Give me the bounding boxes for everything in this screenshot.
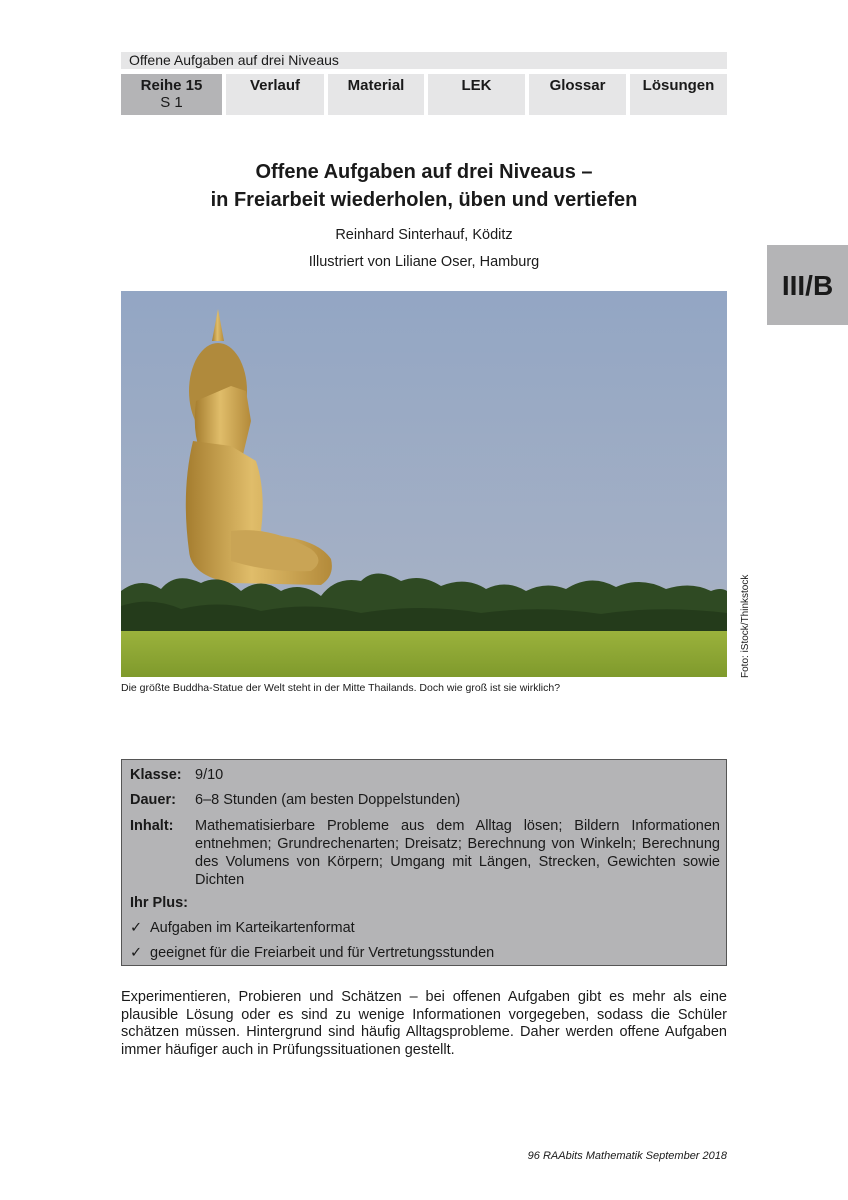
- nav-tabs: [121, 74, 727, 115]
- tab-lek[interactable]: [428, 74, 525, 115]
- title-line-1: Offene Aufgaben auf drei Niveaus –: [255, 161, 593, 183]
- plus-label: Ihr Plus:: [130, 895, 189, 911]
- inhalt-label: Inhalt:: [130, 818, 174, 834]
- check-icon: ✓: [130, 920, 143, 936]
- inhalt-value: Mathematisierbare Probleme aus dem Alltag lösen; Bildern Informationen entnehmen; Grundrechenarten; Dreisatz; Berechnung von Winkeln; Berechnung des Volumens von Körpern; Umgang mit Längen, Strecken, Gewichten sowie Dichten: [195, 818, 720, 888]
- tab-material[interactable]: [328, 74, 424, 115]
- check-icon: ✓: [130, 945, 143, 961]
- dauer-value: 6–8 Stunden (am besten Doppelstunden): [195, 792, 461, 808]
- tab-material-label: Material: [347, 77, 405, 94]
- page-footer: 96 RAAbits Mathematik September 2018: [527, 1150, 727, 1162]
- tab-loesungen-label: Lösungen: [642, 77, 715, 94]
- plus-item: [130, 919, 355, 937]
- klasse-label: Klasse:: [130, 767, 182, 783]
- plus-item-text: geeignet für die Freiarbeit und für Vertretungsstunden: [150, 945, 495, 961]
- intro-paragraph: Experimentieren, Probieren und Schätzen – bei offenen Aufgaben gibt es mehr als eine plausible Lösung oder es sind zu wenige Informationen vorgegeben, sodass die Schüler schätzen müssen. Hintergrund sind häufig Alltagsprobleme. Daher werden offene Aufgaben immer häufiger auch in Prüfungssituationen gestellt.: [121, 989, 727, 1058]
- title-line-2: in Freiarbeit wiederholen, üben und vertiefen: [210, 189, 638, 211]
- tab-reihe[interactable]: [121, 74, 222, 115]
- page-title: [121, 158, 727, 214]
- illustrator: Illustriert von Liliane Oser, Hamburg: [308, 254, 540, 270]
- plus-item: [130, 944, 494, 962]
- info-box: [121, 759, 727, 966]
- tab-lek-label: LEK: [461, 77, 492, 94]
- klasse-value: 9/10: [195, 767, 224, 783]
- plus-item-text: Aufgaben im Karteikartenformat: [150, 920, 355, 936]
- section-tab[interactable]: III/B: [767, 245, 848, 325]
- tab-reihe-label: Reihe 15: [140, 77, 203, 94]
- tab-verlauf[interactable]: [226, 74, 324, 115]
- dauer-label: Dauer:: [130, 792, 176, 808]
- tab-loesungen[interactable]: [630, 74, 727, 115]
- photo-caption: Die größte Buddha-Statue der Welt steht in der Mitte Thailands. Doch wie groß ist sie wirklich?: [121, 682, 561, 694]
- tab-glossar-label: Glossar: [549, 77, 606, 94]
- series-title: Offene Aufgaben auf drei Niveaus: [121, 52, 727, 69]
- buddha-photo: [121, 291, 727, 677]
- tab-reihe-page: S 1: [160, 94, 183, 111]
- author: Reinhard Sinterhauf, Köditz: [335, 227, 513, 243]
- tab-glossar[interactable]: [529, 74, 626, 115]
- tab-verlauf-label: Verlauf: [249, 77, 301, 94]
